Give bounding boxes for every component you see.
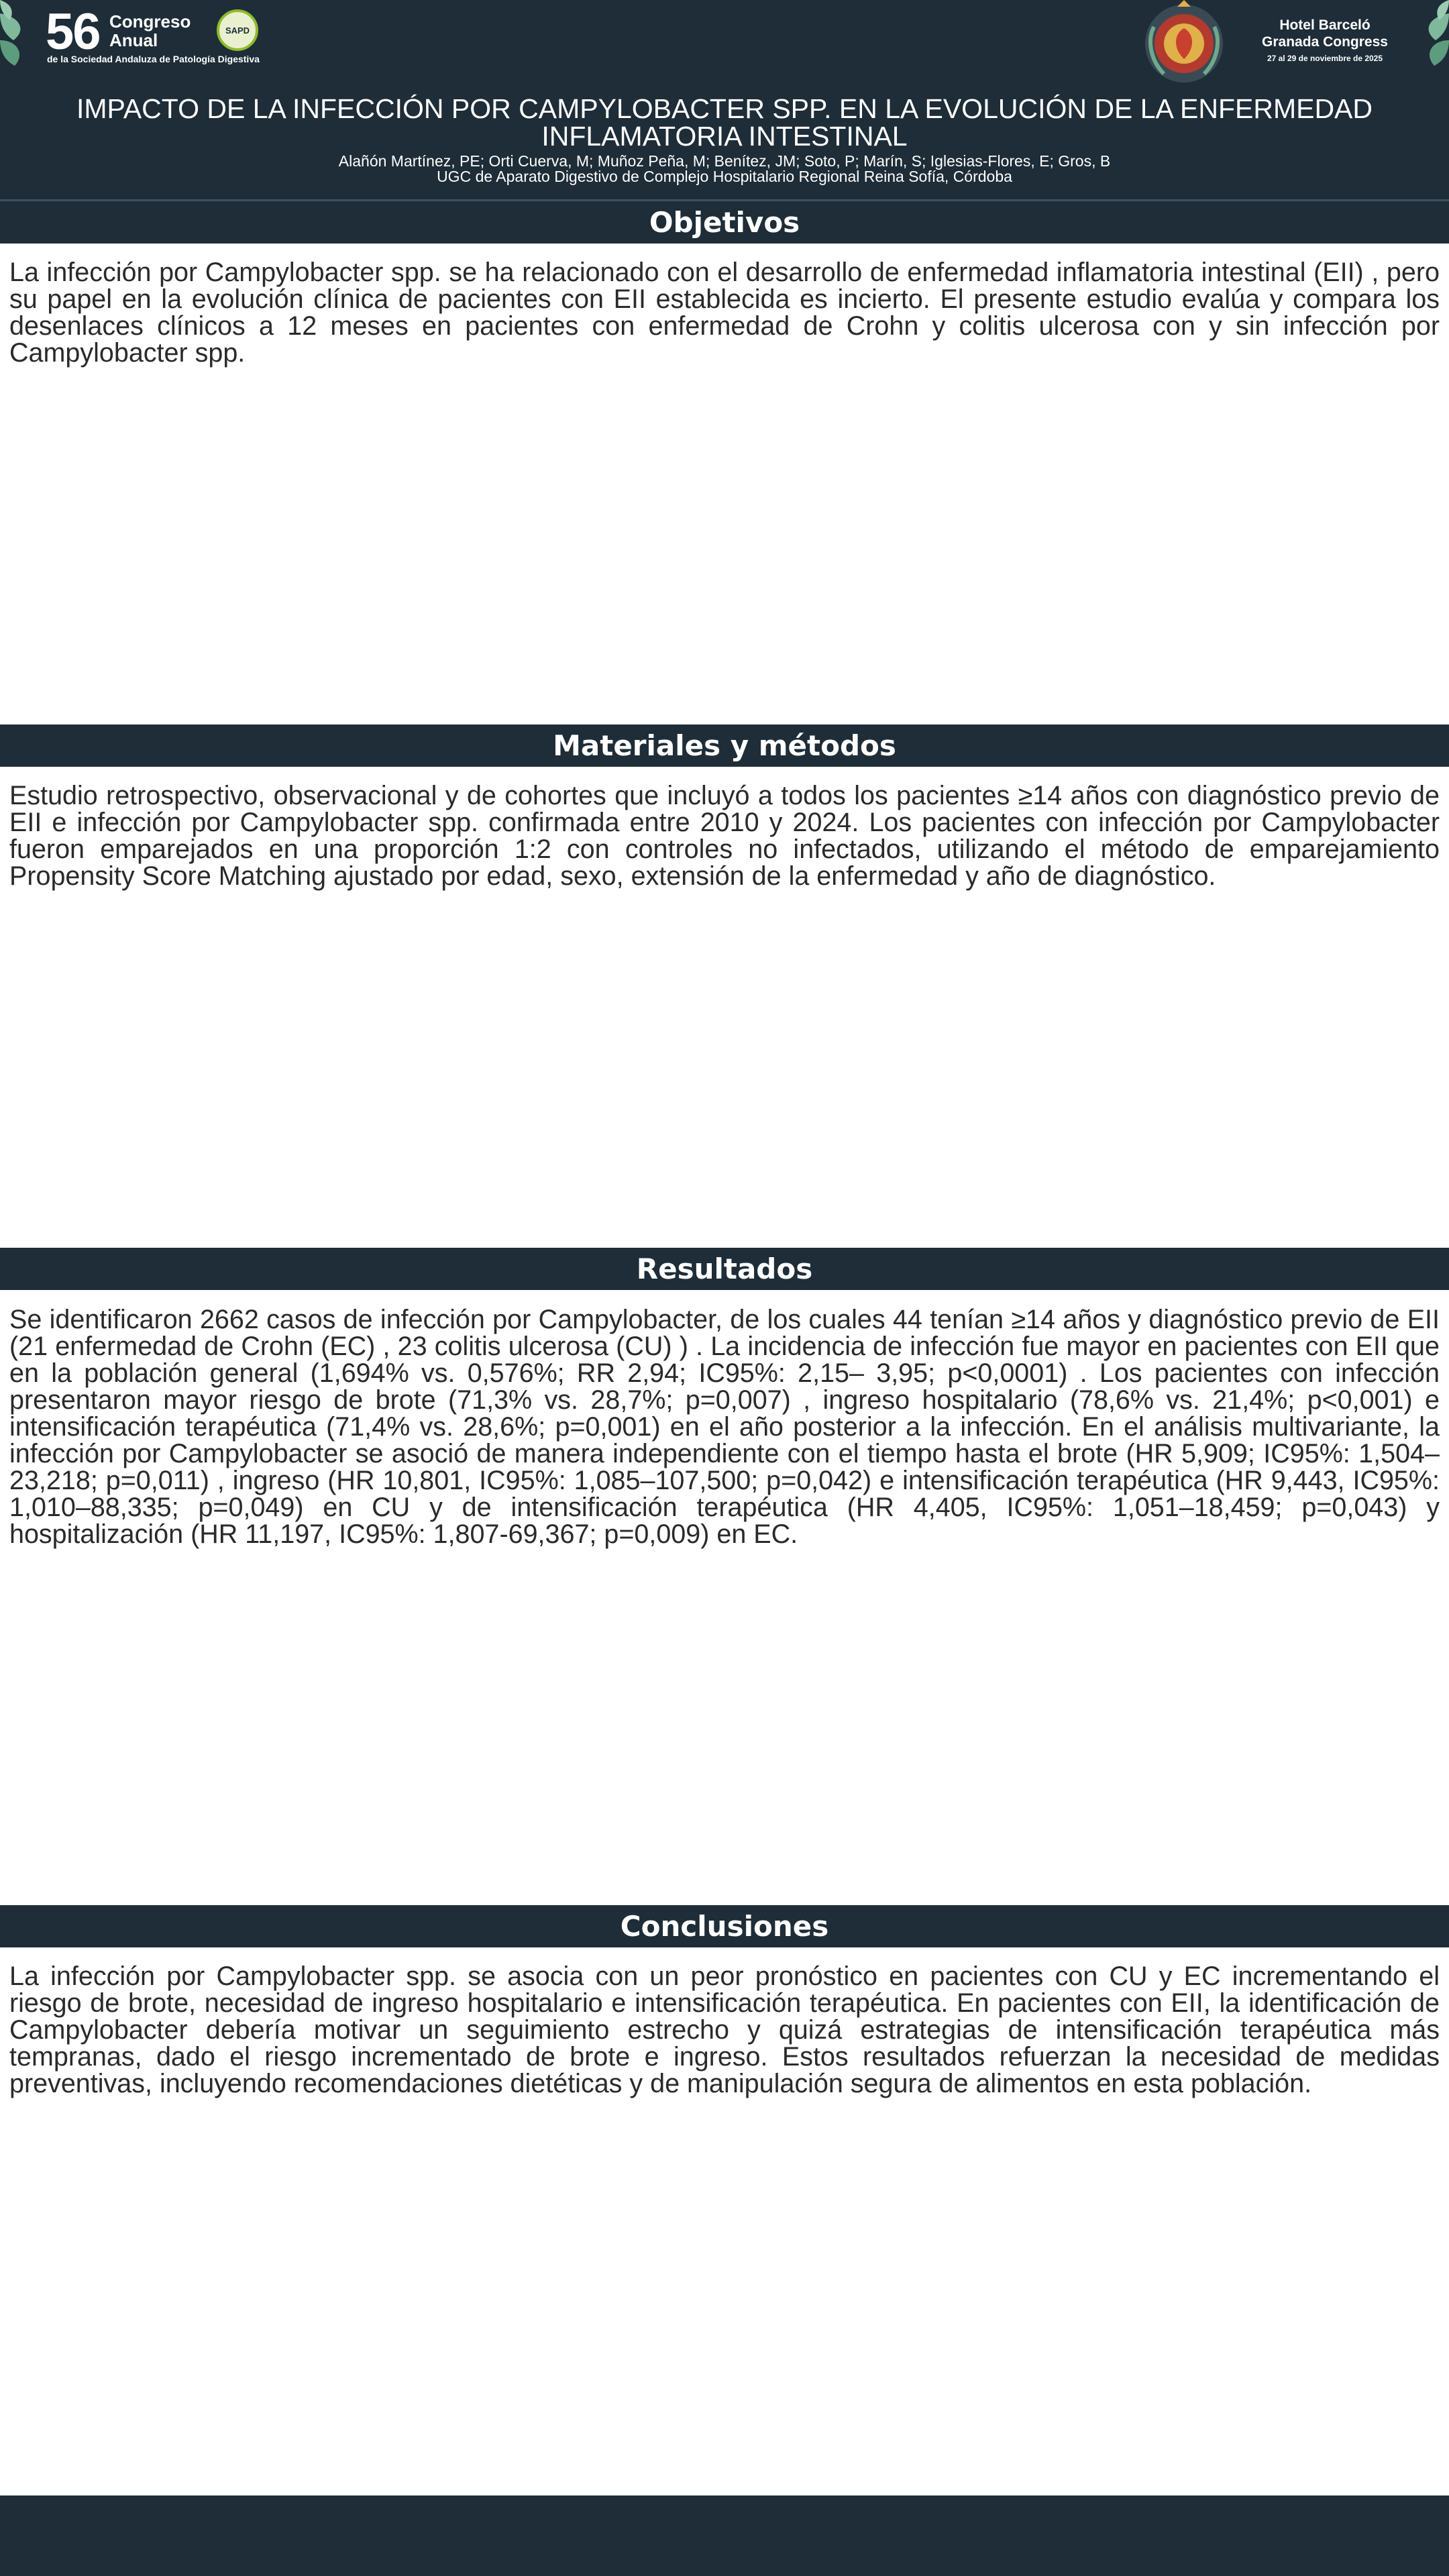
authors: Alañón Martínez, PE; Orti Cuerva, M; Muñoz Peña, M; Benítez, JM; Soto, P; Marín, S; Iglesias-Flores, E; Gros, B (338, 152, 1111, 170)
sapd-logo-text: SAPD (225, 25, 250, 36)
affiliation: UGC de Aparato Digestivo de Complejo Hospitalario Regional Reina Sofía, Córdoba (437, 168, 1012, 185)
section-heading-resultados: Resultados (0, 1248, 1449, 1290)
congress-word: Congreso (109, 11, 191, 32)
section-body-resultados: Se identificaron 2662 casos de infección por Campylobacter, de los cuales 44 tenían ≥14 años y diagnóstico previo de EII (21 enfermedad de Crohn (EC) , 23 colitis ulcerosa (CU) ) . La incidencia de infección fue mayor en pacientes con EII que en la población general (1,694% vs. 0,576%; RR 2,94; IC95%: 2,15– 3,95; p<0,0001) . Los pacientes con infección presentaron mayor riesgo de brote (71,3% vs. 28,7%; p=0,007) , ingreso hospitalario (78,6% vs. 21,4%; p<0,001) e intensificación terapéutica (71,4% vs. 28,6%; p=0,001) en el año posterior a la infección. En el análisis multivariante, la infección por Campylobacter se asoció de manera independiente con el tiempo hasta el brote (HR 5,909; IC95%: 1,504–23,218; p=0,011) , ingreso (HR 10,801, IC95%: 1,085–107,500; p=0,042) e intensificación terapéutica (HR 9,443, IC95%: 1,010–88,335; p=0,049) en CU y de intensificación terapéutica (HR 4,405, IC95%: 1,051–18,459; p=0,043) y hospitalización (HR 11,197, IC95%: 1,807-69,367; p=0,009) en EC. (9, 1305, 1440, 1549)
granada-emblem-icon (1140, 0, 1228, 87)
congress-dates: 27 al 29 de noviembre de 2025 (1267, 54, 1383, 63)
section-heading-conclusiones: Conclusiones (0, 1905, 1449, 1947)
section-body-metodos: Estudio retrospectivo, observacional y de cohortes que incluyó a todos los pacientes ≥14 años con diagnóstico previo de EII e infección por Campylobacter spp. confirmada entre 2010 y 2024. Los pacientes con infección por Campylobacter fueron emparejados en una proporción 1:2 con controles no infectados, utilizando el método de emparejamiento Propensity Score Matching ajustado por edad, sexo, extensión de la enfermedad y año de diagnóstico. (9, 781, 1440, 891)
section-body-conclusiones: La infección por Campylobacter spp. se asocia con un peor pronóstico en pacientes con CU y EC incrementando el riesgo de brote, necesidad de ingreso hospitalario e intensificación terapéutica. En pacientes con EII, la identificación de Campylobacter debería motivar un seguimiento estrecho y quizá estrategias de intensificación terapéutica más tempranas, dado el riesgo incrementado de brote e ingreso. Estos resultados refuerzan la necesidad de medidas preventivas, incluyendo recomendaciones dietéticas y de manipulación segura de alimentos en esta población. (9, 1962, 1440, 2098)
leaf-decoration-right-icon (1409, 0, 1449, 80)
society-name: de la Sociedad Andaluza de Patología Digestiva (47, 54, 260, 64)
sapd-logo (217, 9, 258, 51)
venue-hotel: Hotel Barceló (1279, 17, 1371, 33)
annual-word: Anual (109, 30, 158, 50)
leaf-decoration-left-icon (0, 0, 40, 80)
poster-title: IMPACTO DE LA INFECCIÓN POR CAMPYLOBACTER SPP. EN LA EVOLUCIÓN DE LA ENFERMEDAD INFLAMATORIA INTESTINAL (76, 93, 1373, 152)
poster-header (0, 0, 1449, 199)
section-heading-metodos: Materiales y métodos (0, 724, 1449, 767)
poster-footer (0, 2496, 1449, 2576)
section-heading-objetivos: Objetivos (0, 201, 1449, 244)
venue-congress: Granada Congress (1262, 34, 1388, 50)
congress-number: 56 (46, 3, 100, 60)
section-body-objetivos: La infección por Campylobacter spp. se ha relacionado con el desarrollo de enfermedad inflamatoria intestinal (EII) , pero su papel en la evolución clínica de pacientes con EII establecida es incierto. El presente estudio evalúa y compara los desenlaces clínicos a 12 meses en pacientes con enfermedad de Crohn y colitis ulcerosa con y sin infección por Campylobacter spp. (9, 258, 1440, 368)
